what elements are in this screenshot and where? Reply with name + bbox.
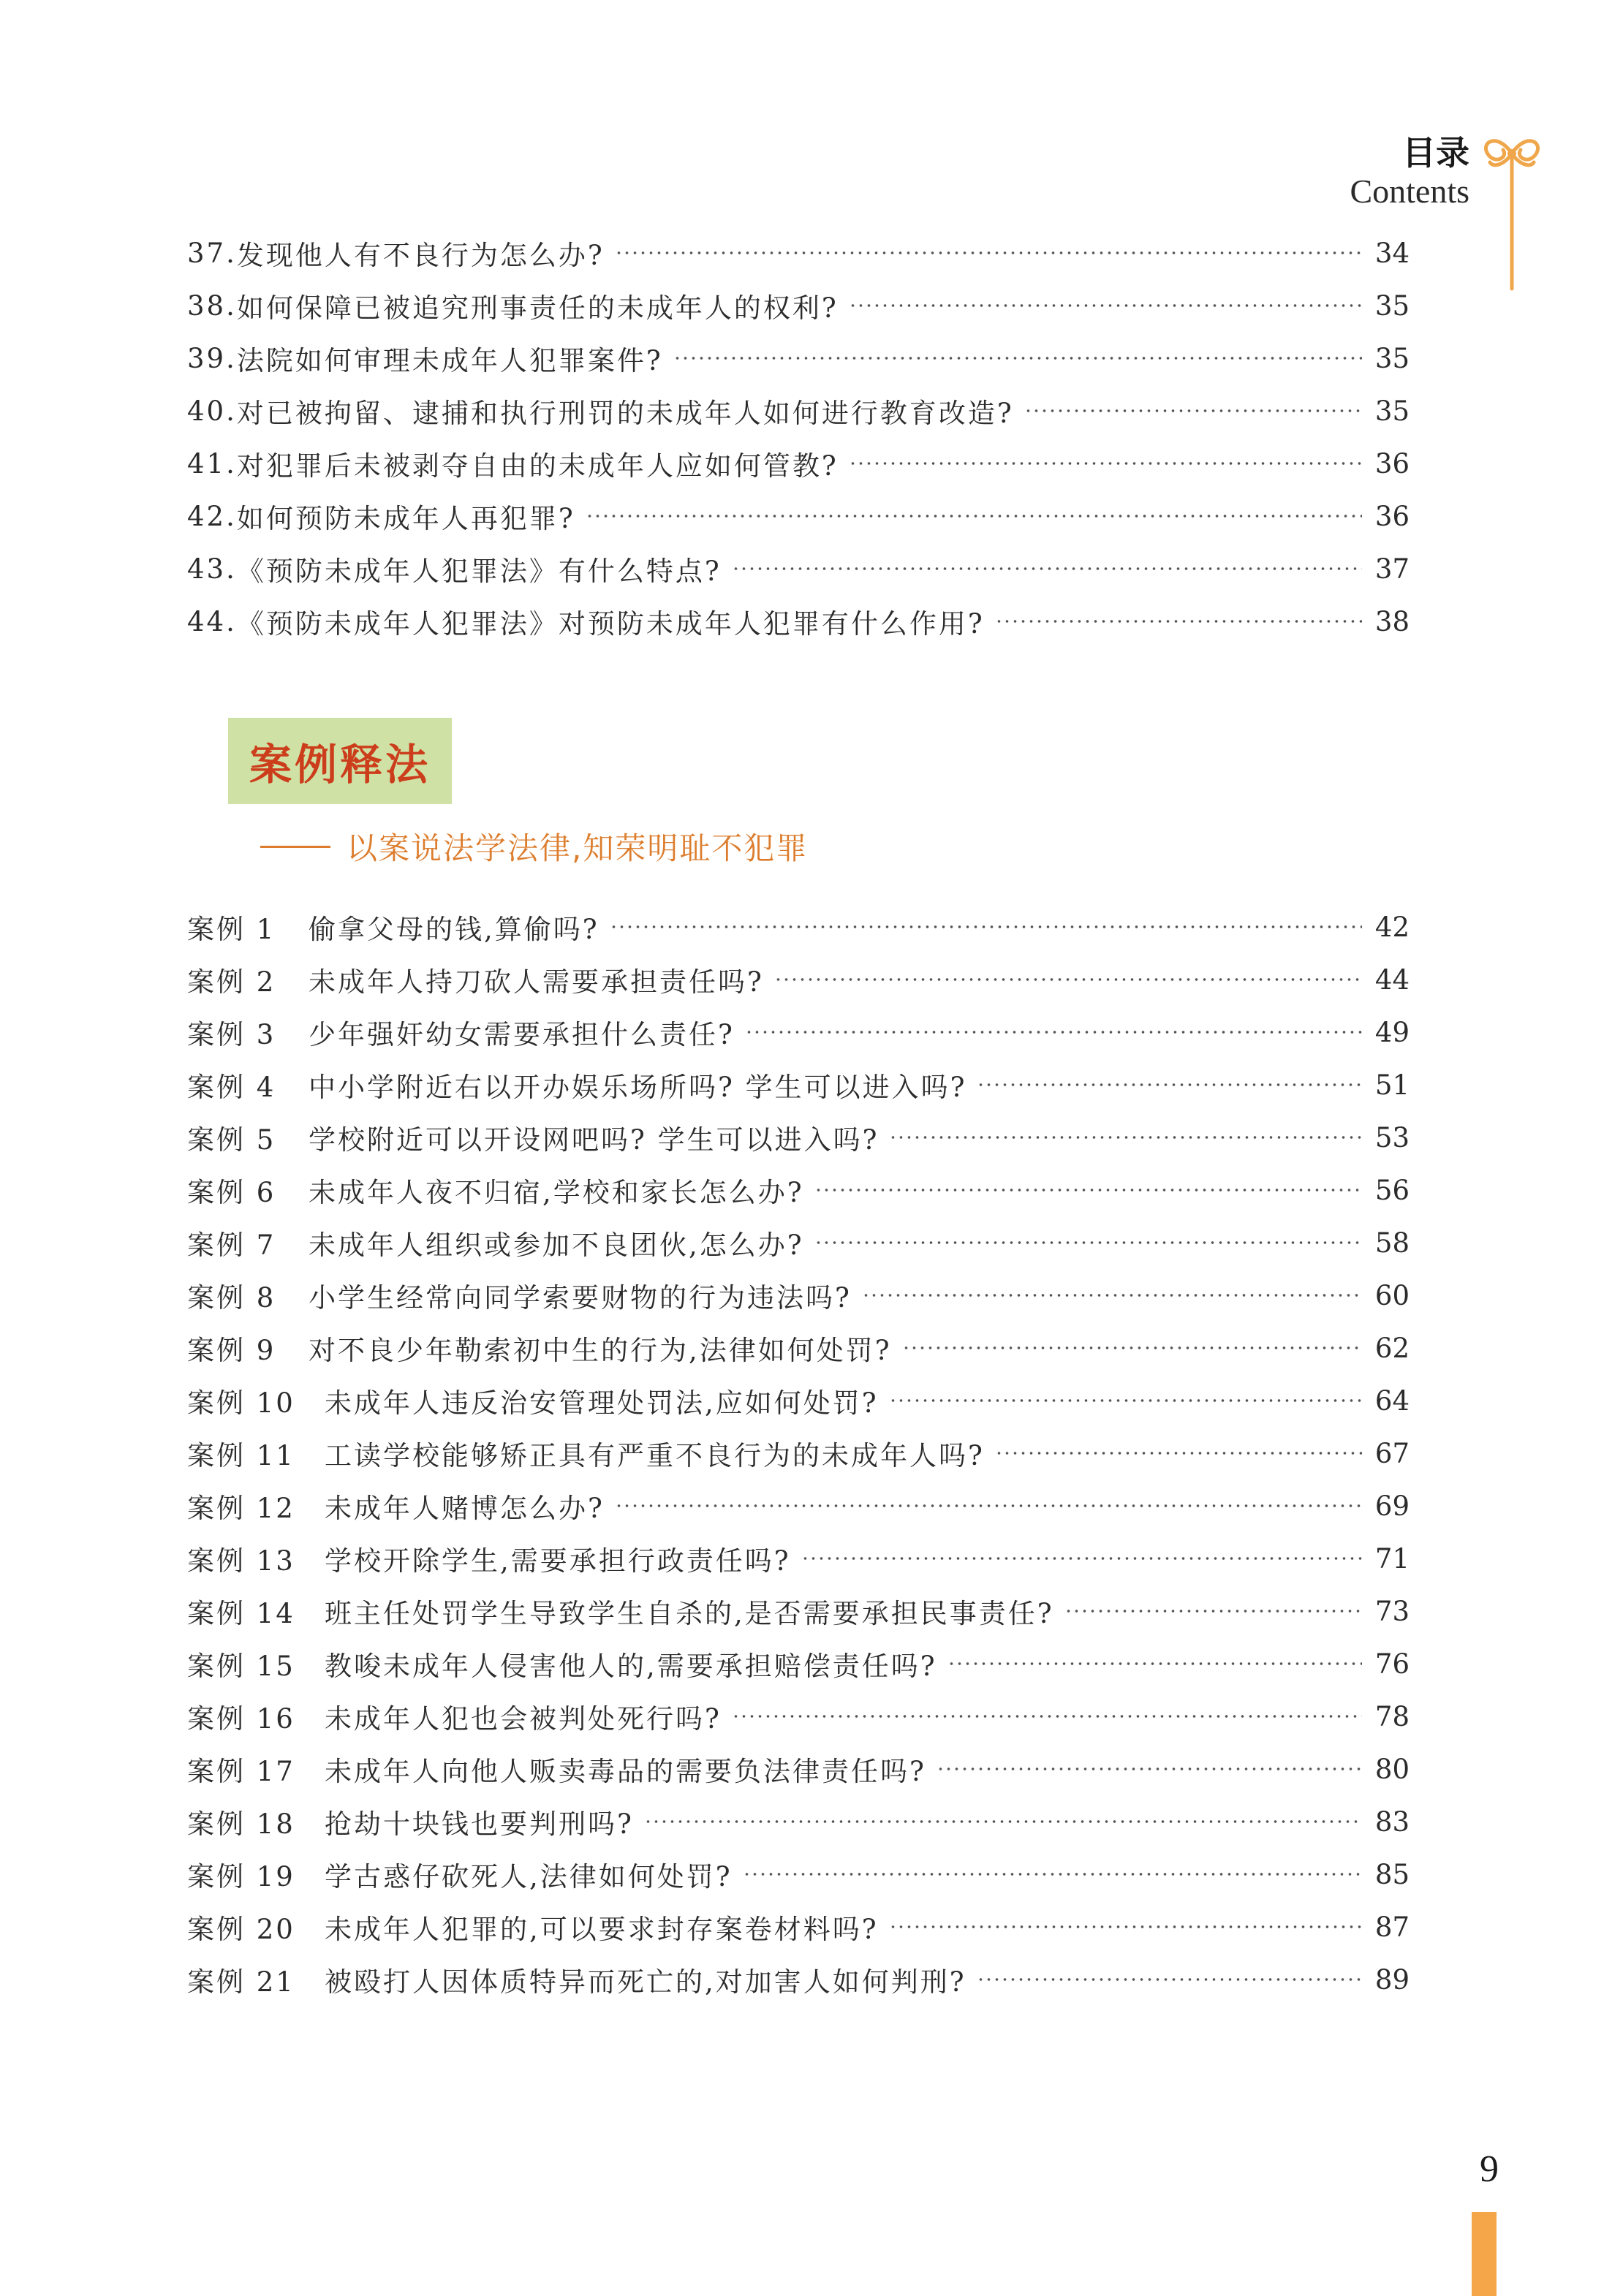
case-item-number: 案例 13 — [187, 1545, 295, 1577]
toc-item-page: 34 — [1374, 237, 1410, 269]
case-item-number: 案例 9 — [187, 1335, 276, 1366]
case-item-page: 78 — [1374, 1700, 1410, 1732]
header-title-zh: 目录 — [1402, 133, 1469, 173]
case-item-page: 51 — [1374, 1069, 1410, 1101]
case-item-title: 教唆未成年人侵害他人的,需要承担赔偿责任吗? — [325, 1651, 937, 1682]
case-item[interactable] — [187, 1743, 1410, 1795]
toc-item-page: 35 — [1374, 342, 1410, 374]
case-item-number: 案例 19 — [187, 1861, 295, 1893]
case-item-number: 案例 5 — [187, 1124, 276, 1156]
case-item-title: 未成年人组织或参加不良团伙,怎么办? — [309, 1230, 804, 1261]
dot-leader — [977, 1083, 1361, 1086]
case-item-title: 学古惑仔砍死人,法律如何处罚? — [325, 1861, 733, 1893]
toc-item-number: 39. — [187, 342, 237, 374]
dot-leader — [937, 1768, 1362, 1770]
case-item-title: 工读学校能够矫正具有严重不良行为的未成年人吗? — [325, 1440, 985, 1471]
case-item-page: 53 — [1374, 1121, 1410, 1153]
case-item-page: 64 — [1374, 1384, 1410, 1417]
case-item-number: 案例 14 — [187, 1598, 295, 1629]
case-item-page: 83 — [1374, 1806, 1410, 1838]
dot-leader — [745, 1031, 1362, 1034]
dot-leader — [615, 251, 1362, 254]
case-item-number: 案例 17 — [187, 1756, 295, 1787]
case-item[interactable] — [187, 1585, 1410, 1637]
case-item-number: 案例 20 — [187, 1914, 295, 1945]
header-title-en: Contents — [1350, 173, 1469, 210]
dot-leader — [1064, 1610, 1362, 1613]
toc-item-title: 《预防未成年人犯罪法》有什么特点? — [236, 556, 722, 587]
case-item-title: 班主任处罚学生导致学生自杀的,是否需要承担民事责任? — [325, 1598, 1054, 1629]
dot-leader — [902, 1346, 1362, 1349]
case-item-title: 学校开除学生,需要承担行政责任吗? — [325, 1545, 791, 1577]
subtitle-dash — [260, 846, 330, 848]
dot-leader — [586, 515, 1362, 518]
case-item-page: 44 — [1374, 963, 1410, 996]
case-item[interactable] — [187, 1637, 1410, 1690]
toc-item[interactable] — [187, 384, 1410, 437]
case-item[interactable] — [187, 1111, 1410, 1164]
case-item-page: 71 — [1374, 1542, 1410, 1575]
case-item-number: 案例 3 — [187, 1019, 276, 1050]
dot-leader — [774, 978, 1362, 981]
case-item-title: 未成年人犯也会被判处死行吗? — [325, 1703, 722, 1735]
case-item[interactable] — [187, 1427, 1410, 1479]
case-item-number: 案例 18 — [187, 1808, 295, 1840]
case-item-page: 76 — [1374, 1648, 1410, 1680]
case-item-title: 对不良少年勒索初中生的行为,法律如何处罚? — [309, 1335, 892, 1366]
case-item-title: 少年强奸幼女需要承担什么责任? — [309, 1019, 735, 1050]
case-item[interactable] — [187, 1269, 1410, 1322]
case-item-page: 62 — [1374, 1332, 1410, 1364]
dot-leader — [732, 1715, 1362, 1718]
section-badge — [228, 718, 452, 804]
case-item-title: 未成年人赌博怎么办? — [325, 1493, 605, 1524]
case-item-page: 69 — [1374, 1490, 1410, 1522]
dot-leader — [862, 1294, 1362, 1297]
toc-item-title: 如何保障已被追究刑事责任的未成年人的权利? — [236, 292, 839, 324]
case-item-page: 56 — [1374, 1174, 1410, 1206]
toc-item[interactable] — [187, 437, 1410, 490]
case-item[interactable] — [187, 1953, 1410, 2006]
case-item-number: 案例 16 — [187, 1703, 295, 1735]
case-item[interactable] — [187, 1374, 1410, 1427]
case-item[interactable] — [187, 1164, 1410, 1216]
toc-header — [1350, 133, 1469, 211]
case-item-number: 案例 6 — [187, 1177, 276, 1208]
toc-item-page: 35 — [1374, 289, 1410, 322]
toc-item[interactable] — [187, 542, 1410, 595]
case-item-page: 80 — [1374, 1753, 1410, 1785]
dot-leader — [814, 1189, 1362, 1191]
toc-item-number: 38. — [187, 289, 237, 322]
case-item-number: 案例 7 — [187, 1230, 276, 1261]
toc-item-number: 44. — [187, 605, 237, 637]
toc-item-page: 37 — [1374, 553, 1410, 585]
case-item-title: 未成年人犯罪的,可以要求封存案卷材料吗? — [325, 1914, 879, 1945]
dot-leader — [610, 925, 1362, 928]
toc-item-page: 36 — [1374, 447, 1410, 480]
dot-leader — [849, 304, 1362, 307]
case-item[interactable] — [187, 901, 1410, 953]
case-item-page: 49 — [1374, 1016, 1410, 1048]
case-item-number: 案例 12 — [187, 1493, 295, 1524]
case-item-title: 抢劫十块钱也要判刑吗? — [325, 1808, 634, 1840]
case-item-number: 案例 1 — [187, 914, 276, 945]
case-item-title: 被殴打人因体质特异而死亡的,对加害人如何判刑? — [325, 1966, 966, 1998]
case-item[interactable] — [187, 1479, 1410, 1532]
case-item-page: 73 — [1374, 1595, 1410, 1627]
case-item[interactable] — [187, 1058, 1410, 1111]
case-item-number: 案例 4 — [187, 1072, 276, 1103]
toc-item[interactable] — [187, 595, 1410, 648]
case-item-number: 案例 15 — [187, 1651, 295, 1682]
toc-item-number: 43. — [187, 553, 237, 585]
dot-leader — [801, 1557, 1362, 1560]
case-item-number: 案例 2 — [187, 966, 276, 998]
case-item-number: 案例 10 — [187, 1387, 295, 1419]
toc-item-title: 发现他人有不良行为怎么办? — [236, 240, 605, 271]
dot-leader — [644, 1820, 1362, 1823]
case-item-page: 89 — [1374, 1963, 1410, 1996]
section-subtitle — [260, 825, 808, 868]
dot-leader — [814, 1241, 1362, 1244]
toc-item-title: 《预防未成年人犯罪法》对预防未成年人犯罪有什么作用? — [236, 608, 985, 640]
case-item-title: 小学生经常向同学索要财物的行为违法吗? — [309, 1282, 852, 1314]
toc-item-title: 对犯罪后未被剥夺自由的未成年人应如何管教? — [236, 450, 839, 482]
toc-item-page: 35 — [1374, 395, 1410, 427]
toc-item[interactable] — [187, 227, 1410, 279]
case-item-page: 42 — [1374, 911, 1410, 943]
dot-leader — [977, 1978, 1362, 1981]
dot-leader — [889, 1399, 1362, 1402]
case-item-title: 未成年人持刀砍人需要承担责任吗? — [309, 966, 764, 998]
case-item[interactable] — [187, 1690, 1410, 1743]
case-item[interactable] — [187, 1216, 1410, 1269]
case-item[interactable] — [187, 1006, 1410, 1058]
toc-item[interactable] — [187, 490, 1410, 542]
dot-leader — [673, 357, 1362, 360]
dot-leader — [995, 620, 1362, 623]
toc-item-number: 41. — [187, 447, 237, 480]
case-item[interactable] — [187, 1532, 1410, 1585]
case-item[interactable] — [187, 1848, 1410, 1901]
page-edge-tab — [1472, 2212, 1497, 2296]
case-item[interactable] — [187, 1322, 1410, 1374]
toc-item-number: 37. — [187, 237, 237, 269]
scroll-ornament-icon — [1475, 124, 1548, 292]
dot-leader — [743, 1873, 1362, 1876]
toc-item-title: 如何预防未成年人再犯罪? — [236, 503, 575, 534]
dot-leader — [615, 1504, 1362, 1507]
case-item[interactable] — [187, 1795, 1410, 1848]
toc-item-number: 40. — [187, 395, 237, 427]
case-item-page: 85 — [1374, 1858, 1410, 1890]
toc-item-page: 38 — [1374, 605, 1410, 637]
case-item-title: 未成年人违反治安管理处罚法,应如何处罚? — [325, 1387, 879, 1419]
toc-item-title: 法院如何审理未成年人犯罪案件? — [236, 345, 663, 376]
toc-item-title: 对已被拘留、逮捕和执行刑罚的未成年人如何进行教育改造? — [236, 398, 1014, 429]
dot-leader — [1024, 409, 1362, 412]
case-item-page: 87 — [1374, 1911, 1410, 1943]
toc-item[interactable] — [187, 279, 1410, 332]
section-title: 案例释法 — [249, 740, 431, 789]
case-item-page: 60 — [1374, 1279, 1410, 1311]
case-item-title: 偷拿父母的钱,算偷吗? — [309, 914, 599, 945]
dot-leader — [889, 1925, 1362, 1928]
case-item-number: 案例 21 — [187, 1966, 295, 1998]
dot-leader — [732, 567, 1362, 570]
case-item-title: 未成年人夜不归宿,学校和家长怎么办? — [309, 1177, 804, 1208]
case-item-number: 案例 8 — [187, 1282, 276, 1314]
dot-leader — [889, 1136, 1361, 1139]
case-item-title: 中小学附近右以开办娱乐场所吗? 学生可以进入吗? — [309, 1072, 967, 1103]
dot-leader — [995, 1452, 1362, 1455]
toc-item-page: 36 — [1374, 500, 1410, 532]
dot-leader — [947, 1662, 1362, 1665]
case-item-title: 未成年人向他人贩卖毒品的需要负法律责任吗? — [325, 1756, 926, 1787]
case-item-page: 58 — [1374, 1227, 1410, 1259]
section-subtitle-text: 以案说法学法律,知荣明耻不犯罪 — [347, 830, 809, 866]
toc-item-number: 42. — [187, 500, 237, 532]
case-item-page: 67 — [1374, 1437, 1410, 1469]
dot-leader — [849, 462, 1362, 465]
page-number: 9 — [1480, 2148, 1499, 2190]
case-item[interactable] — [187, 953, 1410, 1006]
case-item-title: 学校附近可以开设网吧吗? 学生可以进入吗? — [309, 1124, 879, 1156]
case-item[interactable] — [187, 1901, 1410, 1953]
case-item-number: 案例 11 — [187, 1440, 295, 1471]
toc-item[interactable] — [187, 332, 1410, 384]
